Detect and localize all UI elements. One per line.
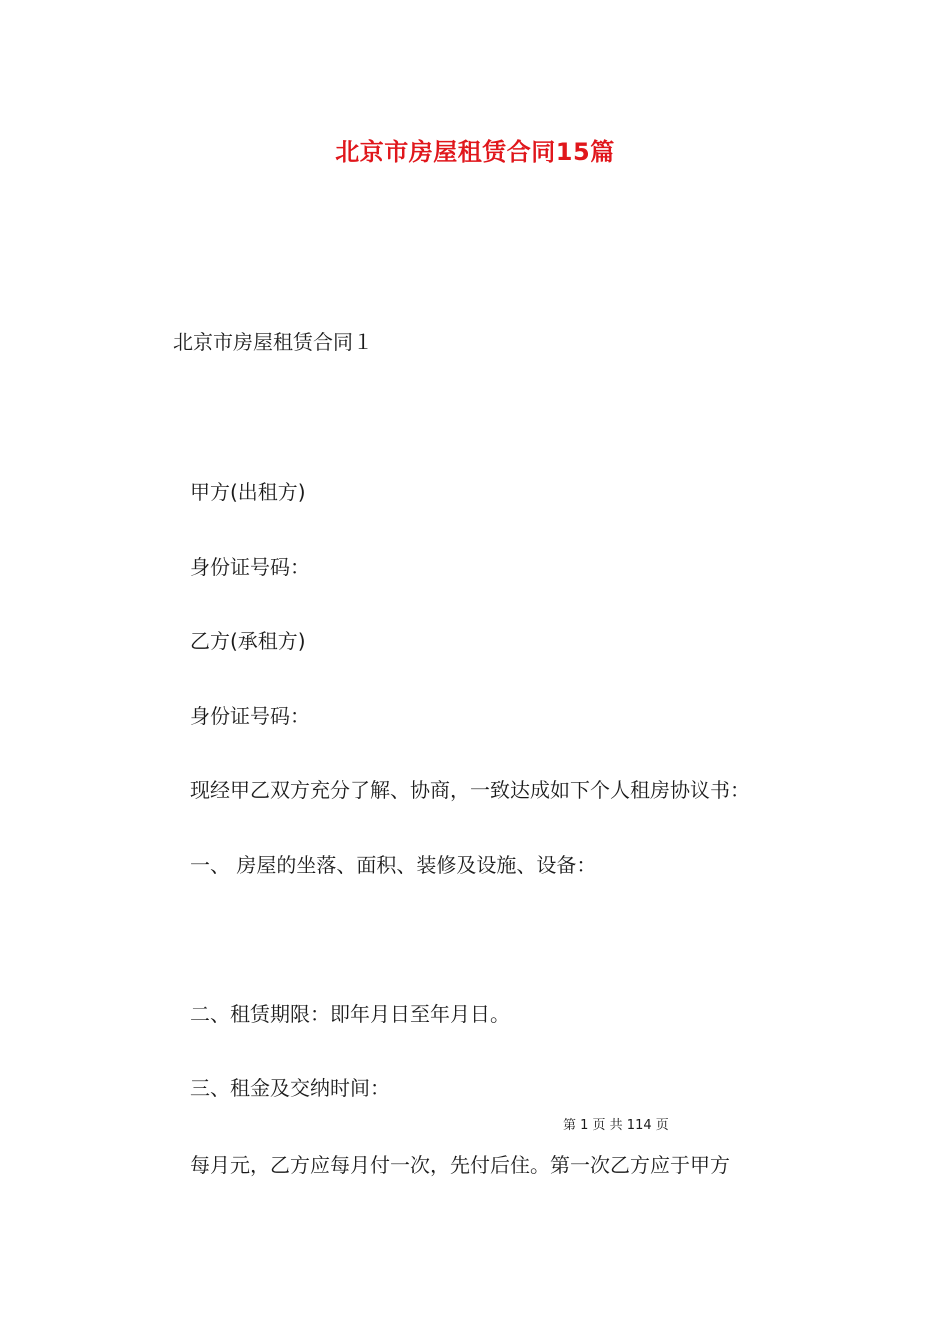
party-a-id-label: 身份证号码： bbox=[190, 555, 310, 579]
page-number-footer: 第 1 页 共 114 页 bbox=[563, 1118, 669, 1133]
section-one-heading: 一、 房屋的坐落、面积、装修及设施、设备： bbox=[190, 853, 597, 877]
agreement-intro: 现经甲乙双方充分了解、协商，一致达成如下个人租房协议书： bbox=[190, 778, 750, 802]
contract-subtitle: 北京市房屋租赁合同１ bbox=[173, 330, 373, 354]
party-b-label: 乙方(承租方) bbox=[190, 629, 306, 653]
rent-payment-text: 每月元，乙方应每月付一次，先付后住。第一次乙方应于甲方 bbox=[190, 1153, 730, 1177]
section-three-heading: 三、租金及交纳时间： bbox=[190, 1076, 390, 1100]
document-title: 北京市房屋租赁合同15篇 bbox=[335, 138, 615, 166]
party-b-id-label: 身份证号码： bbox=[190, 704, 310, 728]
section-two-heading: 二、租赁期限：即年月日至年月日。 bbox=[190, 1002, 510, 1026]
party-a-label: 甲方(出租方) bbox=[190, 480, 306, 504]
